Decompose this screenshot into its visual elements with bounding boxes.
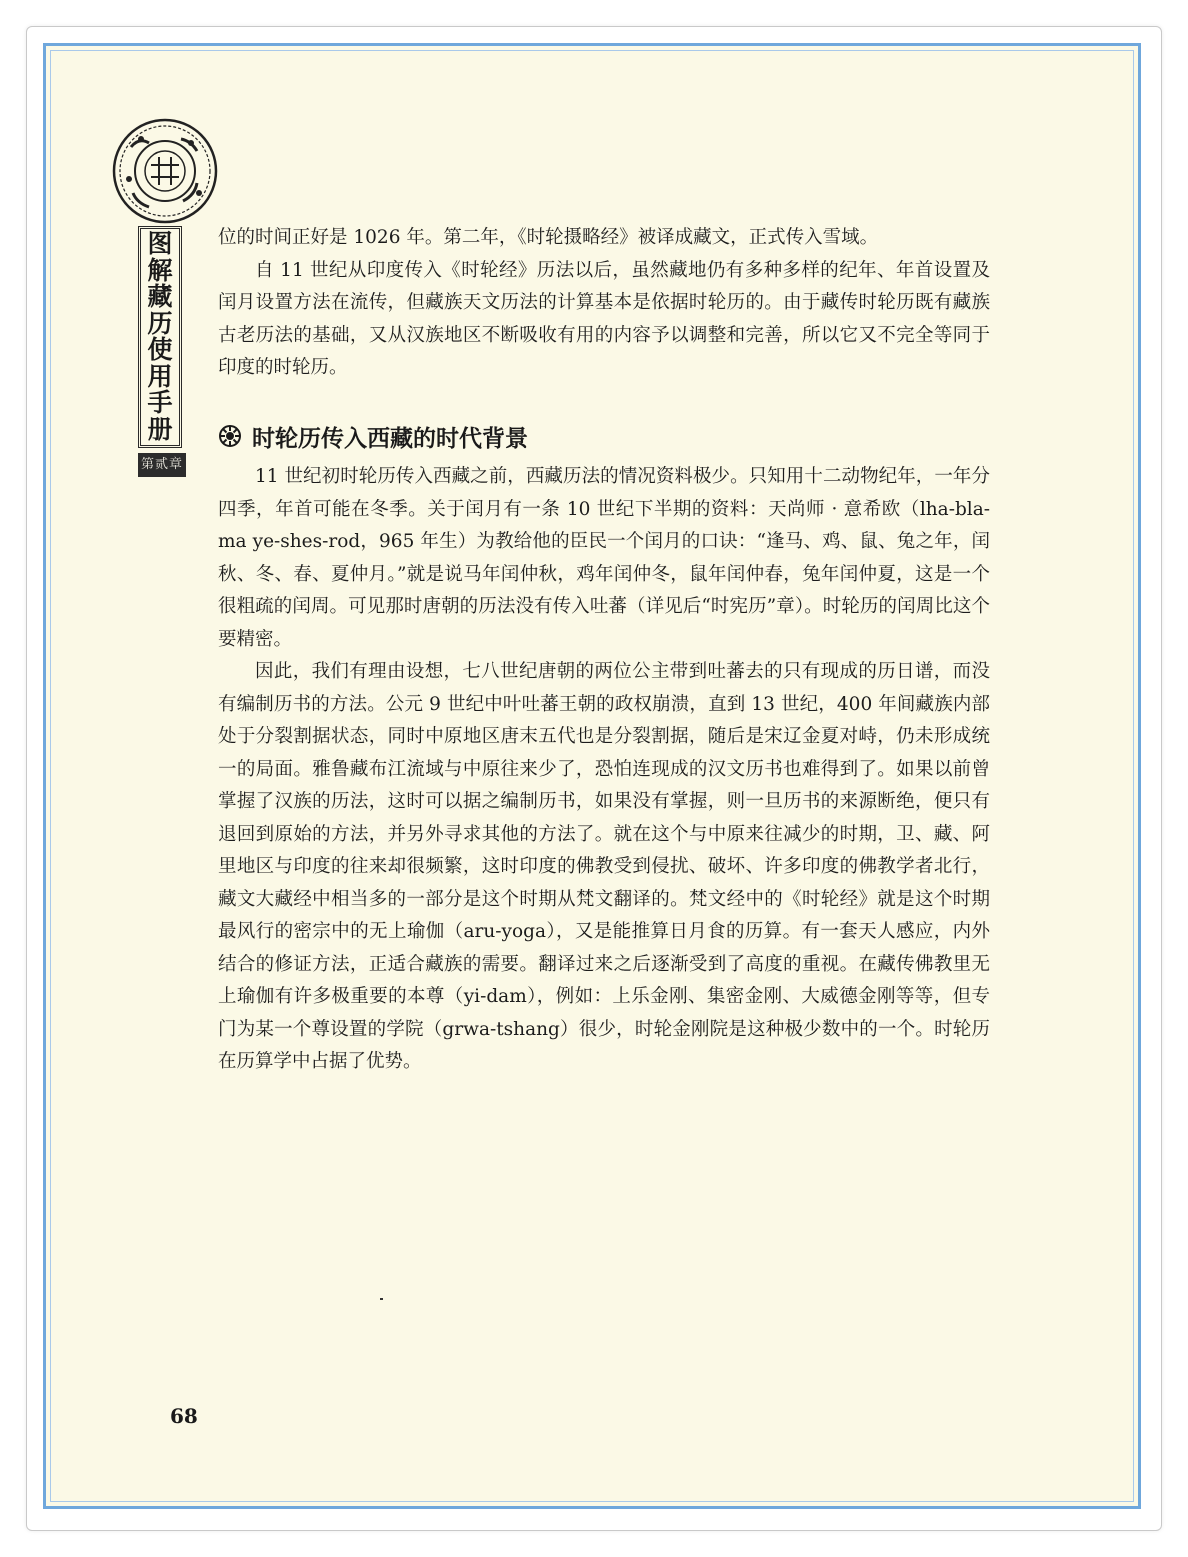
top-text-block (218, 222, 990, 385)
title-char: 历 (147, 308, 173, 338)
title-char: 图 (147, 229, 173, 258)
print-speck (380, 1298, 383, 1300)
book-title-vertical (138, 226, 182, 448)
paragraph: 因此，我们有理由设想，七八世纪唐朝的两位公主带到吐蕃去的只有现成的历日谱，而没有编制历书的方法。公元 9 世纪中叶吐蕃王朝的政权崩溃，直到 13 世纪，400 年间藏族内部处于分裂割据状态，同时中原地区唐末五代也是分裂割据，随后是宋辽金夏对峙，仍未形成统一的局面。雅鲁藏布江流域与中原往来少了，恐怕连现成的汉文历书也难得到了。如果以前曾掌握了汉族的历法，这时可以据之编制历书，如果没有掌握，则一旦历书的来源断绝，便只有退回到原始的方法，并另外寻求其他的方法了。就在这个与中原来往减少的时期，卫、藏、阿里地区与印度的往来却很频繁，这时印度的佛教受到侵扰、破坏、许多印度的佛教学者北行，藏文大藏经中相当多的一部分是这个时期从梵文翻译的。梵文经中的《时轮经》就是这个时期最风行的密宗中的无上瑜伽（aru-yoga），又是能推算日月食的历算。有一套天人感应，内外结合的修证方法，正适合藏族的需要。翻译过来之后逐渐受到了高度的重视。在藏传佛教里无上瑜伽有许多极重要的本尊（yi-dam），例如：上乐金刚、集密金刚、大威德金刚等等，但专门为某一个尊设置的学院（grwa-tshang）很少，时轮金刚院是这种极少数中的一个。时轮历在历算学中占据了优势。 (218, 661, 990, 1072)
paragraph: 位的时间正好是 1026 年。第二年，《时轮摄略经》被译成藏文，正式传入雪域。 (218, 227, 879, 248)
title-char: 使 (147, 335, 173, 364)
section-heading-text: 时轮历传入西藏的时代背景 (252, 425, 528, 452)
flower-bullet-icon (218, 424, 242, 448)
section-heading (218, 418, 528, 454)
title-char: 解 (147, 255, 173, 285)
paragraph: 自 11 世纪从印度传入《时轮经》历法以后，虽然藏地仍有多种多样的纪年、年首设置及闰月设置方法在流传，但藏族天文历法的计算基本是依据时轮历的。由于藏传时轮历既有藏族古老历法的基础，又从汉族地区不断吸收有用的内容予以调整和完善，所以它又不完全等同于印度的时轮历。 (218, 259, 990, 378)
title-char: 册 (147, 414, 173, 444)
title-char: 用 (147, 361, 173, 391)
circular-ornament-seal-icon (111, 117, 219, 225)
title-char: 手 (147, 388, 173, 417)
chapter-tag: 第贰章 (138, 453, 186, 477)
paragraph: 11 世纪初时轮历传入西藏之前，西藏历法的情况资料极少。只知用十二动物纪年，一年分四季，年首可能在冬季。关于闰月有一条 10 世纪下半期的资料：天尚师 · 意希欧（lha-bla-ma ye-shes-rod，965 年生）为教给他的臣民一个闰月的口诀：“逢马、鸡、鼠、兔之年，闰秋、冬、春、夏仲月。”就是说马年闰仲秋，鸡年闰仲冬，鼠年闰仲春，兔年闰仲夏，这是一个很粗疏的闰周。可见那时唐朝的历法没有传入吐蕃（详见后“时宪历”章）。时轮历的闰周比这个要精密。 (218, 466, 990, 650)
title-char: 藏 (147, 282, 173, 311)
page-number: 68 (170, 1404, 198, 1428)
section-text-block (218, 461, 990, 1079)
